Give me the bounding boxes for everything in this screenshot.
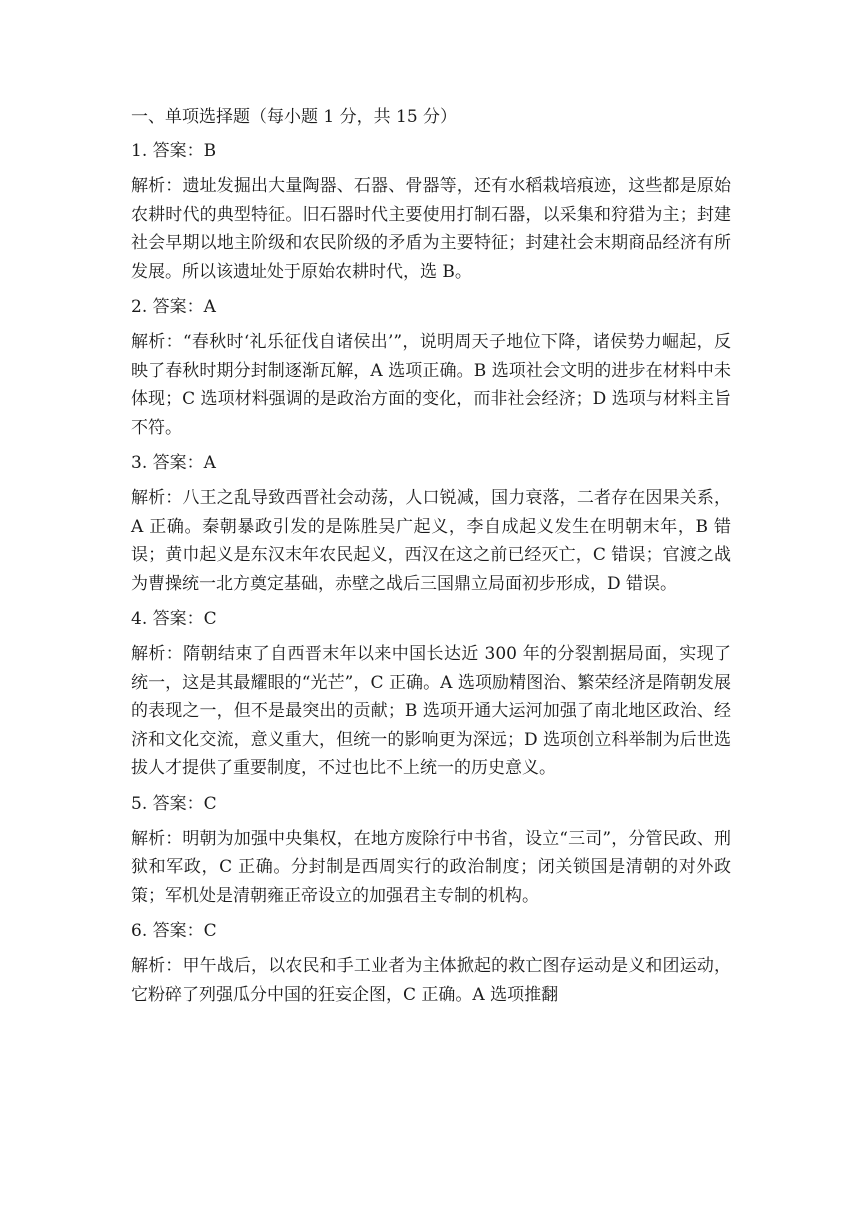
answer-3: 3. 答案：A <box>131 453 216 473</box>
analysis-5: 解析：明朝为加强中央集权，在地方废除行中书省，设立“三司”，分管民政、刑狱和军政，C 正确。分封制是西周实行的政治制度；闭关锁国是清朝的对外政策；军机处是清朝雍正帝设立的加强君主专制的机构。 <box>131 828 731 906</box>
analysis-6: 解析：甲午战后，以农民和手工业者为主体掀起的救亡图存运动是义和团运动，它粉碎了列强瓜分中国的狂妄企图，C 正确。A 选项推翻 <box>131 956 731 1005</box>
answer-5: 5. 答案：C <box>131 793 217 814</box>
section-title: 一、单项选择题（每小题 1 分，共 15 分） <box>131 107 458 127</box>
answer-6: 6. 答案：C <box>131 921 217 941</box>
answer-2: 2. 答案：A <box>131 297 216 317</box>
analysis-4: 解析：隋朝结束了自西晋末年以来中国长达近 300 年的分裂割据局面，实现了统一，这是其最耀眼的“光芒”，C 正确。A 选项励精图治、繁荣经济是隋朝发展的表现之一，但不是最突出的贡献；B 选项开通大运河加强了南北地区政治、经济和文化交流，意义重大，但统一的影响更为深远；D 选项创立科举制为后世选拔人才提供了重要制度，不过也比不上统一的历史意义。 <box>131 644 731 778</box>
question-3 <box>131 450 731 598</box>
document-page <box>131 104 731 1017</box>
answer-1: 1. 答案：B <box>131 141 217 161</box>
question-1 <box>131 138 731 286</box>
question-5 <box>131 791 731 911</box>
question-6 <box>131 918 731 1009</box>
analysis-2: 解析：“春秋时‘礼乐征伐自诸侯出’”，说明周天子地位下降，诸侯势力崛起，反映了春秋时期分封制逐渐瓦解，A 选项正确。B 选项社会文明的进步在材料中未体现；C 选项材料强调的是政治方面的变化，而非社会经济；D 选项与材料主旨不符。 <box>131 332 731 438</box>
question-2 <box>131 294 731 442</box>
question-4 <box>131 606 731 783</box>
analysis-3: 解析：八王之乱导致西晋社会动荡，人口锐减，国力衰落，二者存在因果关系，A 正确。秦朝暴政引发的是陈胜吴广起义，李自成起义发生在明朝末年，B 错误；黄巾起义是东汉末年农民起义，西汉在这之前已经灭亡，C 错误；官渡之战为曹操统一北方奠定基础，赤壁之战后三国鼎立局面初步形成，D 错误。 <box>131 488 731 594</box>
analysis-1: 解析：遗址发掘出大量陶器、石器、骨器等，还有水稻栽培痕迹，这些都是原始农耕时代的典型特征。旧石器时代主要使用打制石器，以采集和狩猎为主；封建社会早期以地主阶级和农民阶级的矛盾为主要特征；封建社会末期商品经济有所发展。所以该遗址处于原始农耕时代，选 B。 <box>131 176 731 282</box>
answer-4: 4. 答案：C <box>131 609 217 629</box>
